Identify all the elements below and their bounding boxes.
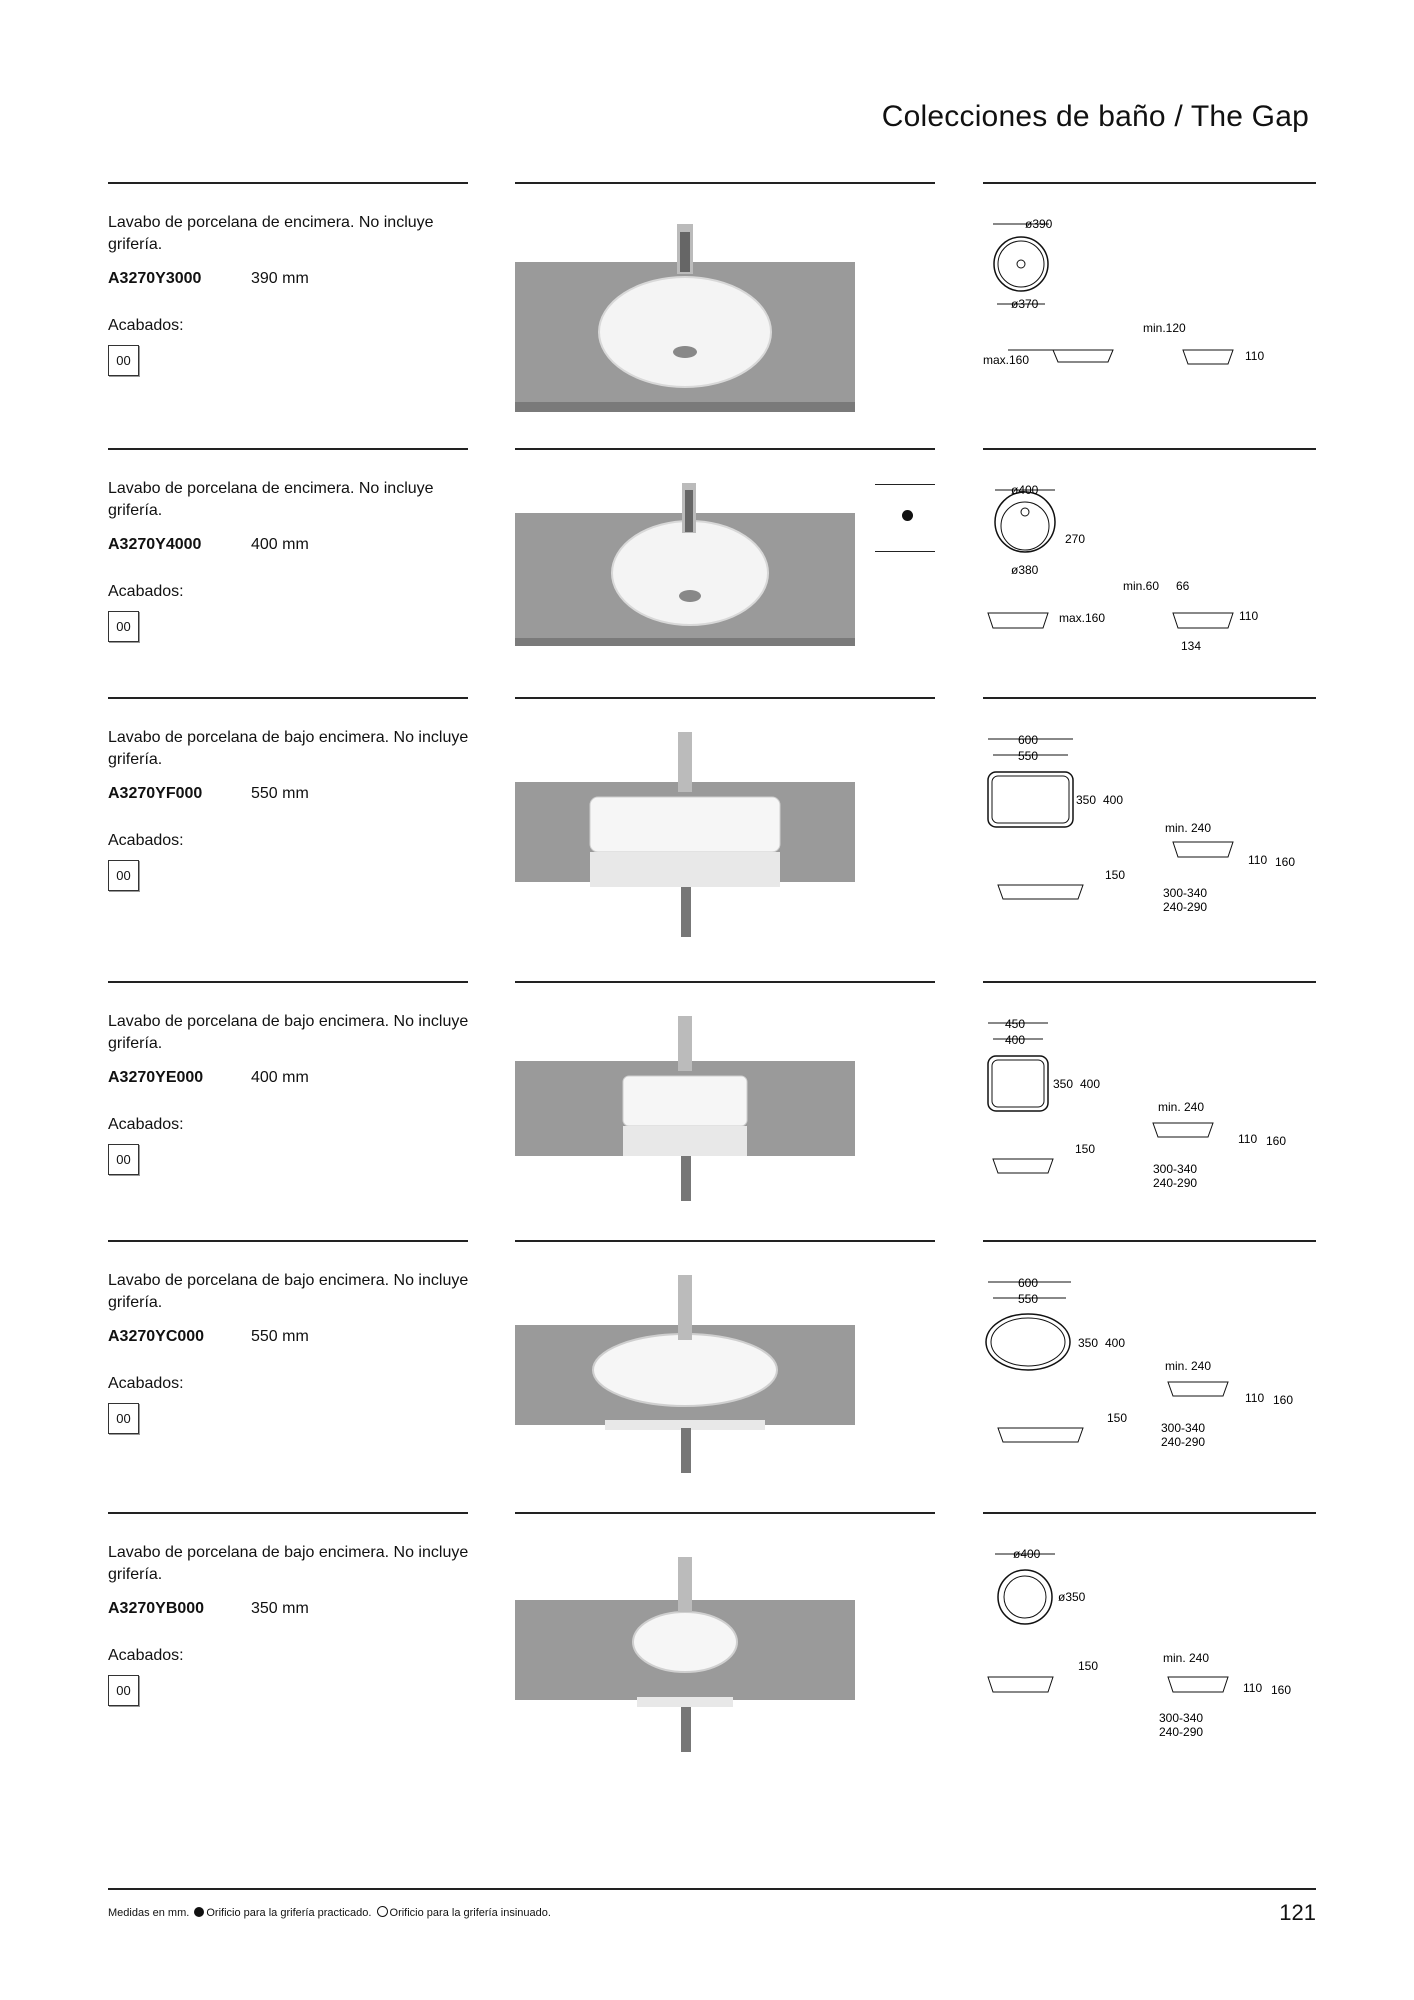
dim-label: 240-290: [1163, 900, 1208, 914]
divider: [983, 981, 1316, 983]
finish-label: Acabados:: [108, 1647, 184, 1664]
dim-label: 400: [1005, 1033, 1026, 1047]
dim-label: 160: [1271, 1683, 1292, 1697]
finish-label: Acabados:: [108, 583, 184, 600]
technical-drawing: [983, 1011, 1323, 1211]
product-photo: [515, 1270, 855, 1480]
divider: [515, 182, 935, 184]
dim-label: min.60: [1123, 579, 1160, 593]
technical-drawing: [983, 478, 1323, 658]
dim-label: 160: [1266, 1134, 1287, 1148]
dim-label: 600: [1018, 1276, 1039, 1290]
divider: [983, 1240, 1316, 1242]
divider: [983, 1512, 1316, 1514]
divider: [108, 1512, 468, 1514]
dim-label: ø370: [1011, 297, 1039, 311]
technical-drawing: [983, 1270, 1323, 1470]
footer-prefix: Medidas en mm.: [108, 1907, 190, 1919]
dim-label: 300-340: [1161, 1421, 1206, 1435]
divider: [515, 697, 935, 699]
finish-swatch[interactable]: 00: [108, 1403, 139, 1434]
product-size: 350 mm: [251, 1600, 309, 1617]
dim-label: 450: [1005, 1017, 1026, 1031]
footer-open-text: Orificio para la grifería insinuado.: [389, 1907, 551, 1919]
open-dot-icon: [377, 1906, 388, 1917]
dim-label: 160: [1273, 1393, 1294, 1407]
dim-label: min. 240: [1163, 1651, 1210, 1665]
dim-label: ø400: [1013, 1547, 1041, 1561]
divider: [108, 1240, 468, 1242]
dim-label: ø390: [1025, 217, 1053, 231]
dim-label: min. 240: [1165, 1359, 1212, 1373]
product-code-line: [108, 270, 309, 288]
divider: [515, 1512, 935, 1514]
dim-label: 240-290: [1159, 1725, 1204, 1739]
product-code: A3270Y3000: [108, 270, 202, 287]
dim-label: 300-340: [1159, 1711, 1204, 1725]
finish-label: Acabados:: [108, 832, 184, 849]
product-description: Lavabo de porcelana de bajo encimera. No incluye grifería.: [108, 1544, 469, 1583]
filled-dot-icon: [194, 1907, 204, 1917]
product-code-line: [108, 1069, 309, 1087]
product-description: Lavabo de porcelana de encimera. No incluye grifería.: [108, 480, 434, 519]
dim-label: 400: [1080, 1077, 1101, 1091]
dim-label: 150: [1075, 1142, 1096, 1156]
faucet-hole-marker: [875, 484, 935, 552]
dim-label: 110: [1245, 349, 1265, 363]
product-description: Lavabo de porcelana de bajo encimera. No incluye grifería.: [108, 1013, 469, 1052]
finish-swatch[interactable]: 00: [108, 1144, 139, 1175]
dim-label: 160: [1275, 855, 1296, 869]
dim-label: 240-290: [1153, 1176, 1198, 1190]
dim-label: min.120: [1143, 321, 1186, 335]
dim-label: max.160: [983, 353, 1030, 367]
dim-label: 110: [1248, 853, 1268, 867]
dim-label: 400: [1103, 793, 1124, 807]
dim-label: 350: [1076, 793, 1097, 807]
dim-label: 150: [1107, 1411, 1128, 1425]
dim-label: 134: [1181, 639, 1202, 653]
dim-label: 110: [1243, 1681, 1263, 1695]
dim-label: 110: [1239, 609, 1259, 623]
divider: [108, 697, 468, 699]
divider: [108, 182, 468, 184]
dim-label: 110: [1245, 1391, 1265, 1405]
technical-drawing: [983, 212, 1323, 392]
dim-label: 600: [1018, 733, 1039, 747]
product-description: Lavabo de porcelana de bajo encimera. No incluye grifería.: [108, 729, 469, 768]
product-code-line: [108, 785, 309, 803]
product-description: Lavabo de porcelana de bajo encimera. No incluye grifería.: [108, 1272, 469, 1311]
product-size: 550 mm: [251, 1328, 309, 1345]
divider: [515, 448, 935, 450]
dim-label: 350: [1053, 1077, 1074, 1091]
technical-drawing: [983, 727, 1323, 927]
dim-label: 150: [1078, 1659, 1099, 1673]
divider: [983, 182, 1316, 184]
product-code: A3270Y4000: [108, 536, 202, 553]
divider: [983, 697, 1316, 699]
finish-label: Acabados:: [108, 1375, 184, 1392]
product-photo: [515, 1011, 855, 1211]
dim-label: ø400: [1011, 483, 1039, 497]
product-code-line: [108, 536, 309, 554]
dim-label: min. 240: [1165, 821, 1212, 835]
product-photo: [515, 727, 855, 947]
dim-label: 150: [1105, 868, 1126, 882]
dim-label: 240-290: [1161, 1435, 1206, 1449]
product-photo: [515, 478, 855, 648]
finish-swatch[interactable]: 00: [108, 860, 139, 891]
dim-label: 300-340: [1153, 1162, 1198, 1176]
dim-label: 350: [1078, 1336, 1099, 1350]
divider: [983, 448, 1316, 450]
filled-dot-icon: [902, 510, 913, 521]
product-size: 400 mm: [251, 1069, 309, 1086]
product-code: A3270YC000: [108, 1328, 205, 1345]
product-photo: [515, 212, 855, 412]
dim-label: 300-340: [1163, 886, 1208, 900]
finish-label: Acabados:: [108, 317, 184, 334]
divider: [108, 448, 468, 450]
product-description: Lavabo de porcelana de encimera. No incluye grifería.: [108, 214, 434, 253]
technical-drawing: [983, 1542, 1323, 1742]
dim-label: 550: [1018, 749, 1039, 763]
footer-filled-text: Orificio para la grifería practicado.: [206, 1907, 372, 1919]
footer-note: [108, 1906, 551, 1919]
dim-label: 110: [1238, 1132, 1258, 1146]
finish-swatch[interactable]: 00: [108, 611, 139, 642]
divider: [108, 981, 468, 983]
finish-swatch[interactable]: 00: [108, 345, 139, 376]
dim-label: ø350: [1058, 1590, 1086, 1604]
product-size: 400 mm: [251, 536, 309, 553]
dim-label: 550: [1018, 1292, 1039, 1306]
page-title: Colecciones de baño / The Gap: [881, 100, 1309, 133]
dim-label: ø380: [1011, 563, 1039, 577]
product-code: A3270YF000: [108, 785, 203, 802]
footer-divider: [108, 1888, 1316, 1890]
divider: [515, 1240, 935, 1242]
product-size: 390 mm: [251, 270, 309, 287]
finish-swatch[interactable]: 00: [108, 1675, 139, 1706]
product-photo: [515, 1542, 855, 1762]
product-size: 550 mm: [251, 785, 309, 802]
product-code: A3270YB000: [108, 1600, 205, 1617]
dim-label: 400: [1105, 1336, 1126, 1350]
page-number: 121: [1279, 1900, 1316, 1925]
product-code: A3270YE000: [108, 1069, 204, 1086]
dim-label: min. 240: [1158, 1100, 1205, 1114]
dim-label: 270: [1065, 532, 1086, 546]
product-code-line: [108, 1600, 309, 1618]
divider: [515, 981, 935, 983]
dim-label: 66: [1176, 579, 1190, 593]
dim-label: max.160: [1059, 611, 1106, 625]
product-code-line: [108, 1328, 309, 1346]
finish-label: Acabados:: [108, 1116, 184, 1133]
